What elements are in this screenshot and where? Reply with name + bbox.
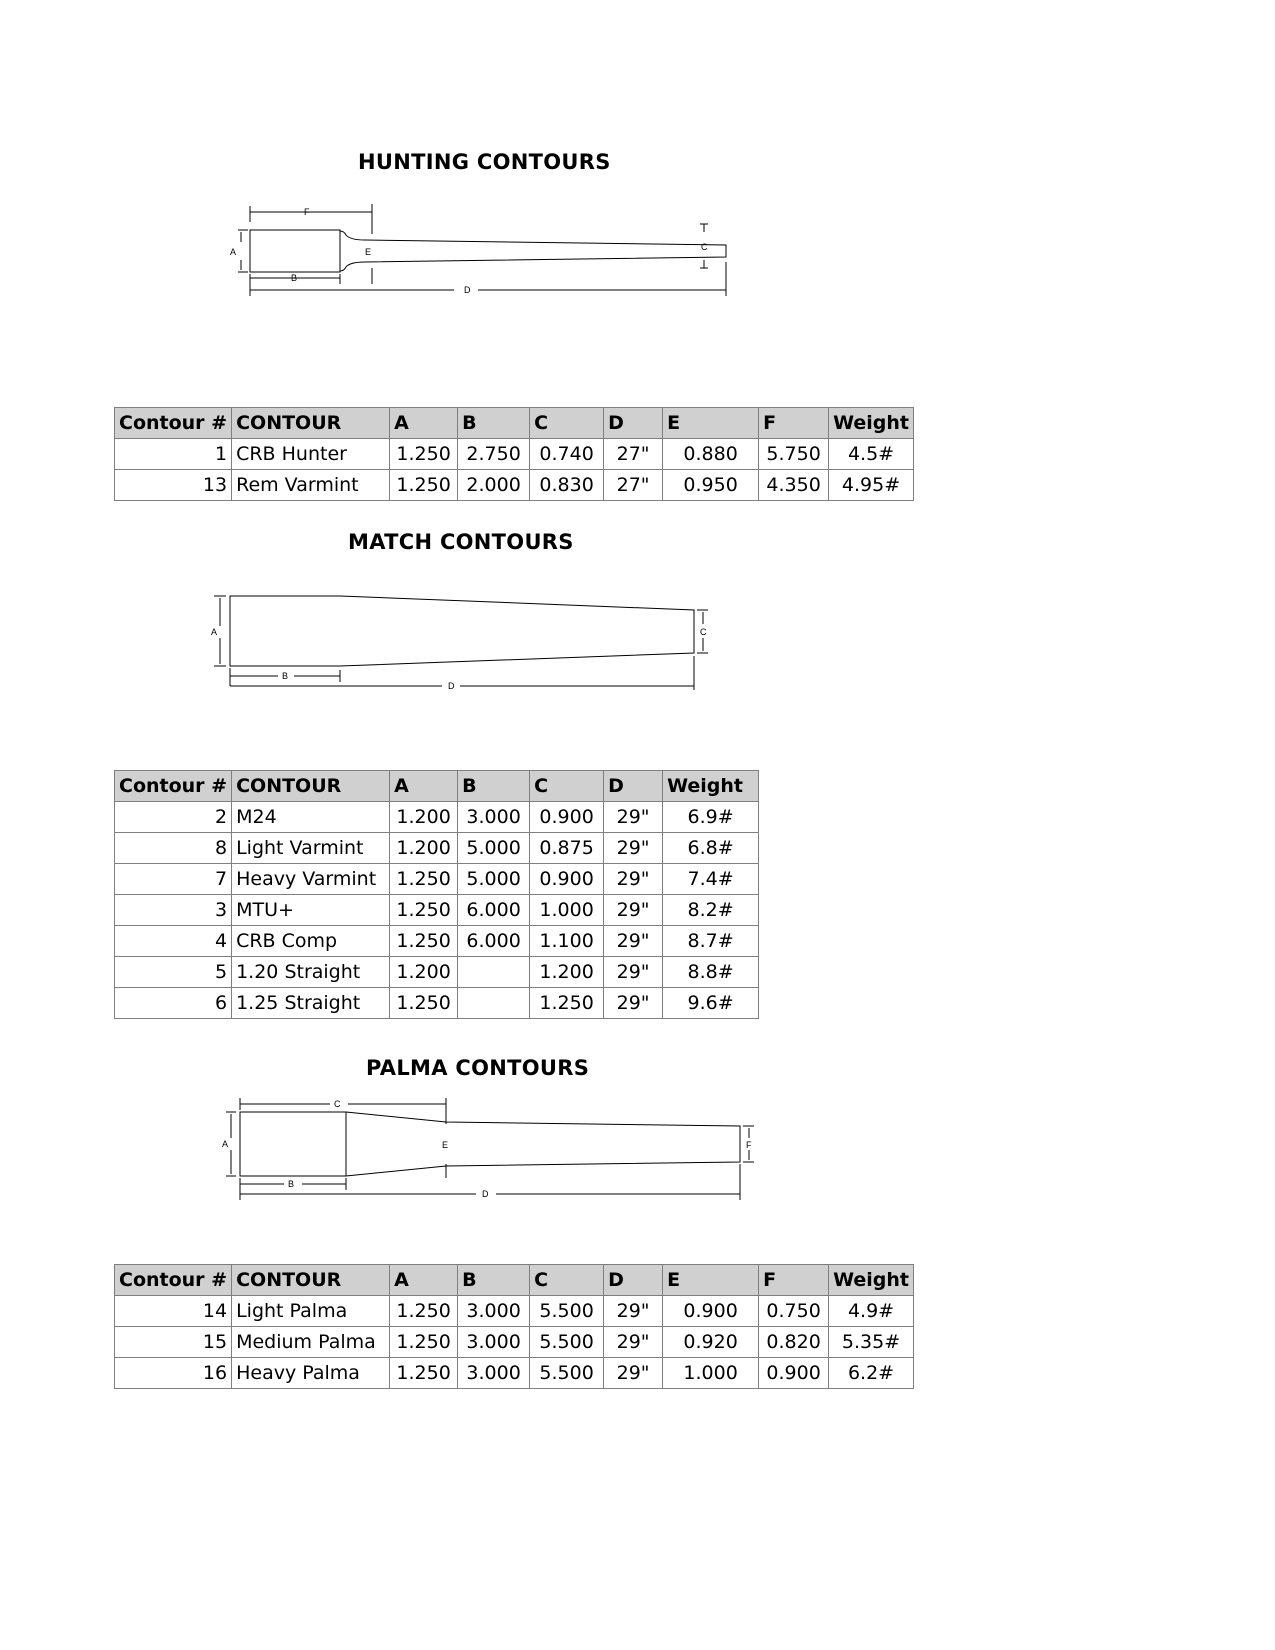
contour-number: 4: [115, 926, 232, 957]
cell-weight: 7.4#: [663, 864, 759, 895]
column-header: Weight: [829, 408, 914, 439]
cell-a: 1.250: [390, 470, 458, 501]
column-header: Contour #: [115, 771, 232, 802]
match-header-row: [115, 771, 759, 802]
palma-label-f: F: [746, 1140, 752, 1150]
column-header: E: [663, 1265, 759, 1296]
table-row: [115, 470, 914, 501]
palma-label-a: A: [222, 1139, 229, 1149]
cell-c: 1.000: [530, 895, 604, 926]
palma-contour-diagram: [220, 1098, 760, 1208]
hunting-label-a: A: [230, 247, 237, 257]
cell-c: 0.900: [530, 802, 604, 833]
contour-number: 14: [115, 1296, 232, 1327]
column-header: D: [604, 408, 663, 439]
column-header: B: [458, 408, 530, 439]
column-header: D: [604, 1265, 663, 1296]
contour-name: Light Varmint: [232, 833, 390, 864]
table-row: [115, 864, 759, 895]
cell-b: 3.000: [458, 802, 530, 833]
match-label-b: B: [282, 671, 289, 681]
match-contour-diagram: [206, 590, 726, 700]
hunting-table: [114, 407, 914, 501]
cell-b: 3.000: [458, 1296, 530, 1327]
column-header: F: [759, 1265, 829, 1296]
cell-a: 1.200: [390, 802, 458, 833]
cell-d: 29": [604, 957, 663, 988]
cell-e: 0.900: [663, 1296, 759, 1327]
cell-c: 5.500: [530, 1358, 604, 1389]
contour-name: Light Palma: [232, 1296, 390, 1327]
cell-c: 0.900: [530, 864, 604, 895]
column-header: D: [604, 771, 663, 802]
cell-f: 0.900: [759, 1358, 829, 1389]
cell-d: 27": [604, 439, 663, 470]
match-label-d: D: [448, 681, 455, 691]
cell-b: 3.000: [458, 1327, 530, 1358]
contour-number: 15: [115, 1327, 232, 1358]
cell-a: 1.250: [390, 1327, 458, 1358]
cell-b: 5.000: [458, 833, 530, 864]
column-header: CONTOUR: [232, 1265, 390, 1296]
cell-c: 0.830: [530, 470, 604, 501]
column-header: C: [530, 408, 604, 439]
cell-e: 1.000: [663, 1358, 759, 1389]
cell-weight: 8.2#: [663, 895, 759, 926]
column-header: Contour #: [115, 408, 232, 439]
cell-c: 1.100: [530, 926, 604, 957]
palma-label-e: E: [442, 1140, 449, 1150]
column-header: B: [458, 771, 530, 802]
table-row: [115, 439, 914, 470]
cell-a: 1.250: [390, 895, 458, 926]
cell-e: 0.880: [663, 439, 759, 470]
hunting-label-f: F: [304, 207, 310, 217]
column-header: A: [390, 408, 458, 439]
contour-name: CRB Comp: [232, 926, 390, 957]
cell-weight: 4.5#: [829, 439, 914, 470]
contour-number: 13: [115, 470, 232, 501]
cell-e: 0.950: [663, 470, 759, 501]
palma-label-d: D: [482, 1189, 489, 1199]
column-header: C: [530, 1265, 604, 1296]
cell-b: [458, 957, 530, 988]
contour-name: Heavy Varmint: [232, 864, 390, 895]
cell-f: 0.750: [759, 1296, 829, 1327]
cell-d: 29": [604, 1296, 663, 1327]
cell-e: 0.920: [663, 1327, 759, 1358]
contour-name: Rem Varmint: [232, 470, 390, 501]
contour-name: CRB Hunter: [232, 439, 390, 470]
cell-a: 1.250: [390, 864, 458, 895]
cell-c: 0.740: [530, 439, 604, 470]
cell-b: 6.000: [458, 926, 530, 957]
table-row: [115, 802, 759, 833]
palma-label-b: B: [288, 1179, 295, 1189]
contour-name: M24: [232, 802, 390, 833]
column-header: CONTOUR: [232, 408, 390, 439]
cell-f: 5.750: [759, 439, 829, 470]
table-row: [115, 1358, 914, 1389]
cell-weight: 4.9#: [829, 1296, 914, 1327]
hunting-label-e: E: [365, 247, 372, 257]
hunting-header-row: [115, 408, 914, 439]
cell-b: [458, 988, 530, 1019]
table-row: [115, 988, 759, 1019]
hunting-label-d: D: [464, 285, 471, 295]
cell-d: 29": [604, 1327, 663, 1358]
match-label-c: C: [700, 627, 707, 637]
cell-a: 1.200: [390, 833, 458, 864]
palma-barrel-outline: [240, 1112, 740, 1176]
cell-c: 5.500: [530, 1327, 604, 1358]
cell-a: 1.250: [390, 1296, 458, 1327]
palma-header-row: [115, 1265, 914, 1296]
hunting-contour-diagram: [232, 202, 752, 312]
match-barrel-outline: [230, 596, 694, 666]
cell-d: 27": [604, 470, 663, 501]
table-row: [115, 895, 759, 926]
cell-b: 2.000: [458, 470, 530, 501]
cell-d: 29": [604, 864, 663, 895]
column-header: Contour #: [115, 1265, 232, 1296]
hunting-barrel-outline: [250, 230, 726, 272]
cell-weight: 4.95#: [829, 470, 914, 501]
contour-number: 8: [115, 833, 232, 864]
cell-b: 5.000: [458, 864, 530, 895]
cell-weight: 6.8#: [663, 833, 759, 864]
match-title: MATCH CONTOURS: [348, 530, 574, 554]
cell-a: 1.250: [390, 988, 458, 1019]
cell-b: 6.000: [458, 895, 530, 926]
cell-d: 29": [604, 833, 663, 864]
column-header: F: [759, 408, 829, 439]
contour-name: Heavy Palma: [232, 1358, 390, 1389]
cell-b: 3.000: [458, 1358, 530, 1389]
cell-a: 1.250: [390, 926, 458, 957]
table-row: [115, 957, 759, 988]
cell-weight: 9.6#: [663, 988, 759, 1019]
palma-title: PALMA CONTOURS: [366, 1056, 590, 1080]
cell-c: 1.200: [530, 957, 604, 988]
hunting-title: HUNTING CONTOURS: [358, 150, 611, 174]
cell-weight: 8.8#: [663, 957, 759, 988]
contour-number: 1: [115, 439, 232, 470]
contour-number: 6: [115, 988, 232, 1019]
column-header: E: [663, 408, 759, 439]
cell-weight: 6.2#: [829, 1358, 914, 1389]
column-header: CONTOUR: [232, 771, 390, 802]
cell-b: 2.750: [458, 439, 530, 470]
cell-c: 5.500: [530, 1296, 604, 1327]
match-table: [114, 770, 759, 1019]
column-header: A: [390, 771, 458, 802]
contour-number: 2: [115, 802, 232, 833]
cell-d: 29": [604, 988, 663, 1019]
contour-name: 1.25 Straight: [232, 988, 390, 1019]
contour-number: 16: [115, 1358, 232, 1389]
table-row: [115, 1296, 914, 1327]
cell-d: 29": [604, 802, 663, 833]
match-label-a: A: [211, 627, 218, 637]
table-row: [115, 1327, 914, 1358]
cell-weight: 8.7#: [663, 926, 759, 957]
column-header: A: [390, 1265, 458, 1296]
cell-a: 1.200: [390, 957, 458, 988]
cell-a: 1.250: [390, 1358, 458, 1389]
column-header: C: [530, 771, 604, 802]
palma-table: [114, 1264, 914, 1389]
cell-c: 1.250: [530, 988, 604, 1019]
cell-f: 0.820: [759, 1327, 829, 1358]
contour-number: 5: [115, 957, 232, 988]
cell-a: 1.250: [390, 439, 458, 470]
hunting-label-b: B: [291, 273, 298, 283]
palma-label-c: C: [334, 1099, 341, 1109]
cell-d: 29": [604, 926, 663, 957]
column-header: B: [458, 1265, 530, 1296]
contour-name: MTU+: [232, 895, 390, 926]
contour-name: Medium Palma: [232, 1327, 390, 1358]
contour-number: 7: [115, 864, 232, 895]
cell-f: 4.350: [759, 470, 829, 501]
column-header: Weight: [663, 771, 759, 802]
table-row: [115, 833, 759, 864]
cell-c: 0.875: [530, 833, 604, 864]
cell-weight: 5.35#: [829, 1327, 914, 1358]
hunting-label-c: C: [701, 242, 708, 252]
cell-d: 29": [604, 895, 663, 926]
cell-weight: 6.9#: [663, 802, 759, 833]
contour-name: 1.20 Straight: [232, 957, 390, 988]
cell-d: 29": [604, 1358, 663, 1389]
table-row: [115, 926, 759, 957]
contour-number: 3: [115, 895, 232, 926]
column-header: Weight: [829, 1265, 914, 1296]
